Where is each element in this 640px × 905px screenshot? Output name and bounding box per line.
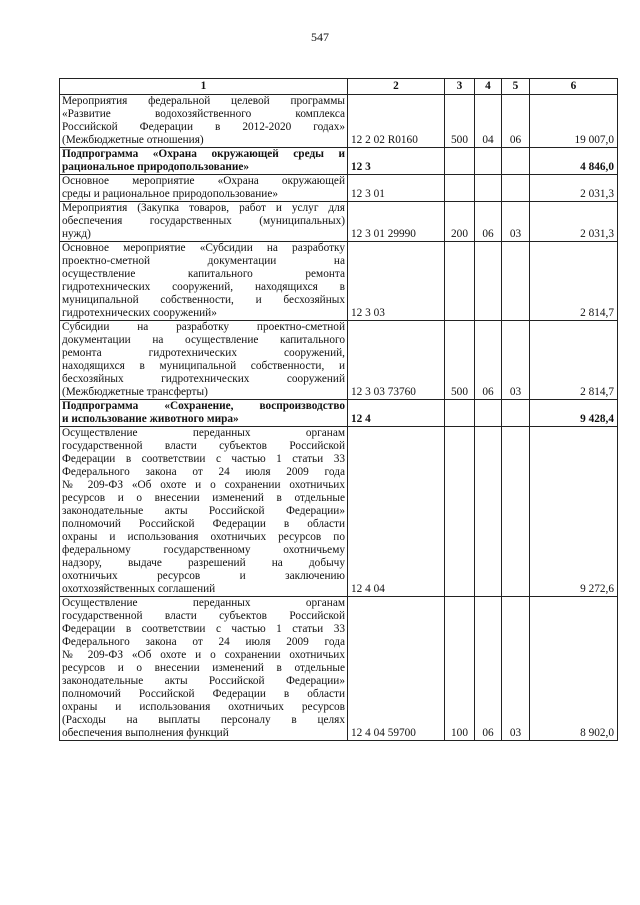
row-col4-cell: 04 (475, 95, 502, 148)
row-name-line: документации на осуществление капитального (62, 334, 345, 346)
table-row (60, 321, 618, 400)
row-name-line: (Расходы на выплаты персоналу в целях (62, 714, 345, 726)
column-header-5: 5 (502, 79, 530, 95)
row-name-line: Осуществление переданных органам (62, 597, 345, 609)
row-code-cell: 12 3 (348, 148, 445, 175)
row-name-cell (60, 148, 348, 175)
row-col4-cell (475, 427, 502, 597)
row-name-line: гидротехнических сооружений, находящихся в (62, 281, 345, 293)
row-sum-cell: 2 031,3 (530, 202, 618, 242)
table-row (60, 597, 618, 741)
row-code-cell: 12 3 01 (348, 175, 445, 202)
row-name-line: охраны и использования охотничьих ресурсов (62, 701, 345, 713)
table-row (60, 202, 618, 242)
row-name-line: гидротехнических сооружений» (62, 307, 217, 319)
row-code-cell: 12 3 03 73760 (348, 321, 445, 400)
row-name-line: государственной власти субъектов Российской (62, 610, 345, 622)
row-name-line: Российской Федерации в 2012-2020 годах» (62, 121, 345, 133)
row-name-line: государственной власти субъектов Российской (62, 440, 345, 452)
row-name-line: обеспечения государственных (муниципальных) (62, 215, 345, 227)
row-col5-cell: 03 (502, 597, 530, 741)
row-name-cell (60, 321, 348, 400)
row-sum-cell: 2 031,3 (530, 175, 618, 202)
row-name-line: ресурсов и о внесении изменений в отдельные (62, 662, 345, 674)
row-col3-cell: 500 (445, 95, 475, 148)
row-name-line: Субсидии на разработку проектно-сметной (62, 321, 345, 333)
row-col5-cell (502, 242, 530, 321)
row-col3-cell (445, 400, 475, 427)
column-header-6: 6 (530, 79, 618, 95)
row-name-line: рациональное природопользование» (62, 161, 250, 173)
row-name-line: Мероприятия федеральной целевой программы (62, 95, 345, 107)
row-col3-cell: 200 (445, 202, 475, 242)
row-name-line: среды и рациональное природопользование» (62, 188, 279, 200)
table-row (60, 242, 618, 321)
row-name-line: Подпрограмма «Сохранение, воспроизводство (62, 400, 345, 412)
row-col5-cell: 03 (502, 321, 530, 400)
row-name-cell (60, 175, 348, 202)
table-row (60, 95, 618, 148)
row-col3-cell (445, 242, 475, 321)
row-name-line: Федерации в соответствии с частью 1 статьи 33 (62, 623, 345, 635)
row-name-line: Федерации в соответствии с частью 1 статьи 33 (62, 453, 345, 465)
row-col4-cell (475, 148, 502, 175)
row-col4-cell: 06 (475, 321, 502, 400)
row-name-line: охотхозяйственных соглашений (62, 583, 216, 595)
row-code-cell: 12 3 03 (348, 242, 445, 321)
row-name-line: ресурсов и о внесении изменений в отдельные (62, 492, 345, 504)
row-code-cell: 12 4 04 (348, 427, 445, 597)
column-header-4: 4 (475, 79, 502, 95)
row-sum-cell: 9 272,6 (530, 427, 618, 597)
row-name-cell (60, 427, 348, 597)
row-name-line: Подпрограмма «Охрана окружающей среды и (62, 148, 345, 160)
table-header-row (60, 79, 618, 95)
row-name-cell (60, 202, 348, 242)
row-name-line: надзору, выдаче разрешений на добычу (62, 557, 345, 569)
row-name-line: «Развитие водохозяйственного комплекса (62, 108, 345, 120)
row-sum-cell: 9 428,4 (530, 400, 618, 427)
row-name-line: полномочий Российской Федерации в области (62, 518, 345, 530)
table-row (60, 175, 618, 202)
row-col5-cell (502, 427, 530, 597)
row-name-line: обеспечения выполнения функций (62, 727, 229, 739)
row-col5-cell: 03 (502, 202, 530, 242)
row-name-line: ремонта гидротехнических сооружений, (62, 347, 345, 359)
column-header-1: 1 (60, 79, 348, 95)
page-number: 547 (311, 30, 329, 44)
row-name-line: № 209-ФЗ «Об охоте и о сохранении охотничьих (62, 479, 345, 491)
row-name-line: № 209-ФЗ «Об охоте и о сохранении охотничьих (62, 649, 345, 661)
row-sum-cell: 2 814,7 (530, 321, 618, 400)
row-name-line: осуществление капитального ремонта (62, 268, 345, 280)
row-name-line: федеральному государственному охотничьему (62, 544, 345, 556)
row-col3-cell: 100 (445, 597, 475, 741)
row-name-line: и использование животного мира» (62, 413, 239, 425)
row-name-line: муниципальной собственности, и бесхозяйных (62, 294, 345, 306)
row-code-cell: 12 2 02 R0160 (348, 95, 445, 148)
row-code-cell: 12 4 (348, 400, 445, 427)
row-col3-cell (445, 427, 475, 597)
row-col4-cell (475, 400, 502, 427)
row-name-line: Основное мероприятие «Субсидии на разработку (62, 242, 345, 254)
row-col3-cell (445, 148, 475, 175)
row-name-line: Осуществление переданных органам (62, 427, 345, 439)
row-name-cell (60, 242, 348, 321)
row-name-line: полномочий Российской Федерации в области (62, 688, 345, 700)
row-sum-cell: 2 814,7 (530, 242, 618, 321)
table-row (60, 148, 618, 175)
row-col5-cell (502, 400, 530, 427)
row-name-line: (Межбюджетные отношения) (62, 134, 204, 146)
row-col4-cell (475, 175, 502, 202)
row-name-line: Основное мероприятие «Охрана окружающей (62, 175, 345, 187)
row-name-cell (60, 95, 348, 148)
row-col3-cell (445, 175, 475, 202)
column-header-2: 2 (348, 79, 445, 95)
row-name-line: проектно-сметной документации на (62, 255, 345, 267)
row-col5-cell: 06 (502, 95, 530, 148)
row-sum-cell: 8 902,0 (530, 597, 618, 741)
row-name-line: охотничьих ресурсов и заключению (62, 570, 345, 582)
budget-table (59, 78, 618, 741)
column-header-3: 3 (445, 79, 475, 95)
row-name-line: законодательные акты Российской Федерации» (62, 505, 345, 517)
row-sum-cell: 4 846,0 (530, 148, 618, 175)
row-col3-cell: 500 (445, 321, 475, 400)
row-name-line: (Межбюджетные трансферты) (62, 386, 208, 398)
row-col4-cell: 06 (475, 202, 502, 242)
row-name-line: Федерального закона от 24 июля 2009 года (62, 636, 345, 648)
row-col4-cell (475, 242, 502, 321)
row-name-cell (60, 597, 348, 741)
row-code-cell: 12 4 04 59700 (348, 597, 445, 741)
row-name-line: Федерального закона от 24 июля 2009 года (62, 466, 345, 478)
table-row (60, 400, 618, 427)
row-name-line: охраны и использования охотничьих ресурсов по (62, 531, 345, 543)
row-col5-cell (502, 175, 530, 202)
row-name-line: нужд) (62, 228, 91, 240)
row-name-cell (60, 400, 348, 427)
row-col4-cell: 06 (475, 597, 502, 741)
row-name-line: Мероприятия (Закупка товаров, работ и услуг для (62, 202, 345, 214)
row-code-cell: 12 3 01 29990 (348, 202, 445, 242)
table-row (60, 427, 618, 597)
row-col5-cell (502, 148, 530, 175)
row-name-line: находящихся в муниципальной собственности, и (62, 360, 345, 372)
row-name-line: бесхозяйных гидротехнических сооружений (62, 373, 345, 385)
row-sum-cell: 19 007,0 (530, 95, 618, 148)
row-name-line: законодательные акты Российской Федерации» (62, 675, 345, 687)
